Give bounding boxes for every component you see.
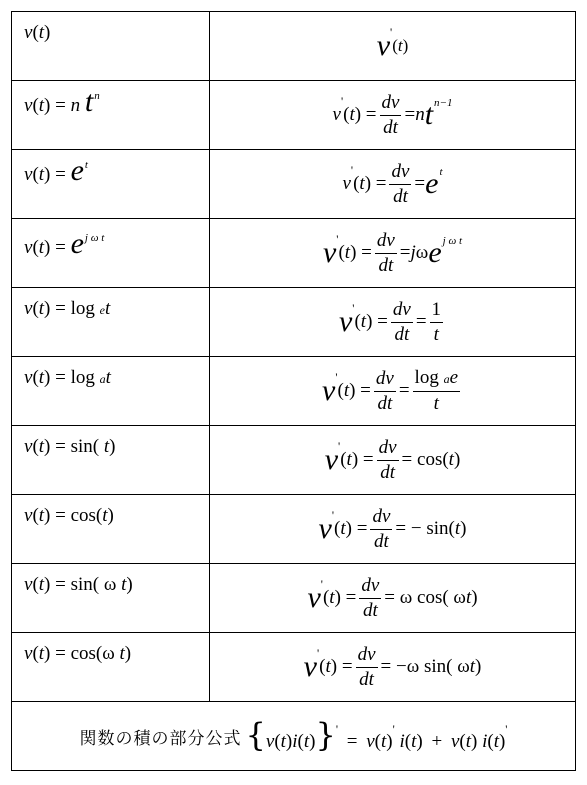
function-formula: v(t) = log et [24,298,111,319]
table-row [12,495,576,564]
derivative-cell [210,150,576,219]
table-row [12,288,576,357]
derivative-cell [210,357,576,426]
derivative-cell [210,495,576,564]
function-cell [12,357,210,426]
derivative-cell [210,81,576,150]
product-rule-row [12,702,576,771]
header-left-cell [12,12,210,81]
product-rule-content [12,702,575,770]
product-rule-cell [12,702,576,771]
function-cell [12,495,210,564]
derivative-formula: v ' ( t ) = $\frac{dv}{dt}$ = −ω sin( ω t ) [303,643,482,690]
function-cell [12,150,210,219]
function-cell [12,633,210,702]
table-row [12,426,576,495]
table-row [12,219,576,288]
derivative-table [11,11,576,771]
function-formula: v(t) = cos(ω t) [24,643,132,664]
table-header-row [12,12,576,81]
derivative-formula: v ' ( t ) = $\frac{dv}{dt}$ = j ω e j ω t [322,229,463,276]
table-row [12,564,576,633]
function-cell [12,81,210,150]
derivative-formula: v ' ( t ) = $\frac{dv}{dt}$ = ω cos( ω t ) [307,574,478,621]
function-cell [12,426,210,495]
derivative-formula: v ' ( t ) = $\frac{dv}{dt}$ = e t [342,160,443,207]
derivative-formula: v ' ( t ) = $\frac{dv}{dt}$ = − sin( t ) [318,505,467,552]
derivative-formula: v ' ( t ) = $\frac{dv}{dt}$ = $\frac{1}{t}$ [338,298,442,345]
function-cell [12,219,210,288]
function-cell [12,288,210,357]
function-formula: v(t) = cos(t) [24,505,114,526]
product-rule-formula: {v(t)i(t)}' = v(t)' i(t) + v(t) i(t)' [245,716,508,754]
derivative-cell [210,426,576,495]
table-row [12,357,576,426]
function-cell [12,564,210,633]
function-formula: v(t) = sin( t) [24,436,116,457]
table-row [12,633,576,702]
derivative-cell [210,219,576,288]
product-rule-label: 関数の積の部分公式 [79,728,242,749]
derivative-formula: v ' ( t ) = $\frac{dv}{dt}$ = n t n−1 [332,91,453,138]
derivative-cell [210,633,576,702]
table-row [12,150,576,219]
header-right-cell [210,12,576,81]
function-formula: v(t) = sin( ω t) [24,574,133,595]
header-left-formula: v(t) [24,22,51,43]
function-formula: $v(t) = e^{j \omega t}$ [24,227,105,260]
derivative-formula: v ' ( t ) = $\frac{dv}{dt}$ = $\frac{\text{log ae}}{t}$ [321,367,459,414]
derivative-formula: v ' ( t ) = $\frac{dv}{dt}$ = cos( t ) [324,436,461,483]
function-formula: v(t) = n $t^n$ [24,85,100,118]
derivative-cell [210,288,576,357]
function-formula: $v(t) = e^t$ [24,154,88,187]
header-right-formula: v ' (t) [376,24,409,62]
function-formula: v(t) = log at [24,367,111,388]
table-row [12,81,576,150]
derivative-cell [210,564,576,633]
